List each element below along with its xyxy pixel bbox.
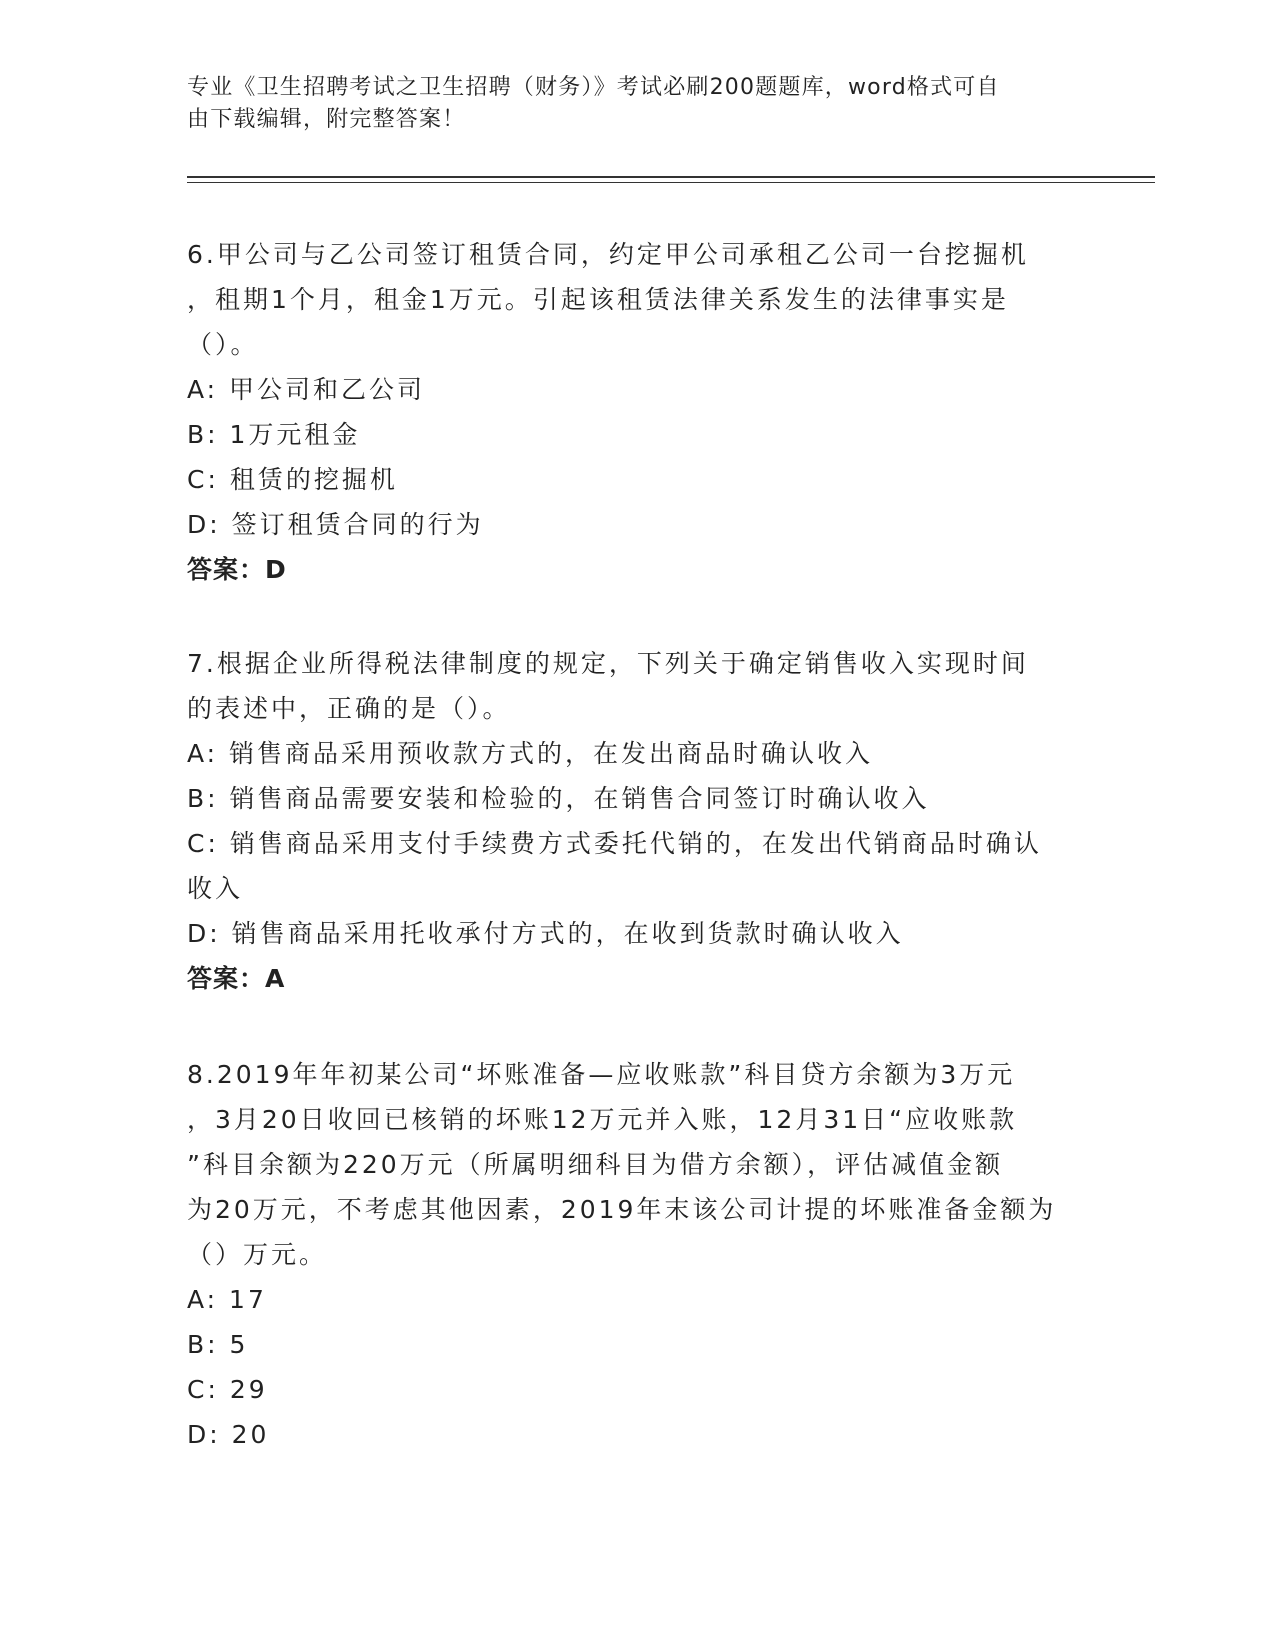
- header-divider-thick: [187, 176, 1155, 178]
- document-header: [187, 72, 1067, 136]
- option-c-continued: 收入: [187, 874, 244, 903]
- option-d: D: 20: [187, 1420, 270, 1449]
- question-stem-line: 6.甲公司与乙公司签订租赁合同，约定甲公司承租乙公司一台挖掘机: [187, 240, 1029, 269]
- question-stem-line: 的表述中，正确的是（）。: [187, 694, 511, 723]
- option-b: B: 销售商品需要安装和检验的，在销售合同签订时确认收入: [187, 784, 930, 813]
- header-line-1: 专业《卫生招聘考试之卫生招聘（财务）》考试必刷200题题库，word格式可自: [187, 75, 1000, 100]
- answer-label: 答案：D: [187, 555, 287, 584]
- header-line-2: 由下载编辑，附完整答案！: [187, 107, 466, 132]
- question-stem-line: （）万元。: [187, 1240, 328, 1269]
- question-stem-line: 为20万元，不考虑其他因素，2019年末该公司计提的坏账准备金额为: [187, 1195, 1057, 1224]
- question-stem-line: 7.根据企业所得税法律制度的规定，下列关于确定销售收入实现时间: [187, 649, 1029, 678]
- answer-label: 答案：A: [187, 964, 286, 993]
- question-stem-line: ，3月20日收回已核销的坏账12万元并入账，12月31日“应收账款: [187, 1105, 1018, 1134]
- option-a: A: 销售商品采用预收款方式的，在发出商品时确认收入: [187, 739, 874, 768]
- option-a: A: 17: [187, 1285, 267, 1314]
- question-stem-line: ，租期1个月，租金1万元。引起该租赁法律关系发生的法律事实是: [187, 285, 1009, 314]
- option-b: B: 5: [187, 1330, 249, 1359]
- question-6: [187, 232, 1087, 593]
- option-a: A: 甲公司和乙公司: [187, 375, 426, 404]
- question-7: [187, 641, 1087, 1002]
- option-b: B: 1万元租金: [187, 420, 361, 449]
- question-stem-line: ”科目余额为220万元（所属明细科目为借方余额），评估减值金额: [187, 1150, 1004, 1179]
- question-stem-line: （）。: [187, 330, 259, 359]
- question-stem-line: 8.2019年年初某公司“坏账准备—应收账款”科目贷方余额为3万元: [187, 1060, 1016, 1089]
- option-d: D: 签订租赁合同的行为: [187, 510, 484, 539]
- option-c: C: 销售商品采用支付手续费方式委托代销的，在发出代销商品时确认: [187, 829, 1042, 858]
- option-d: D: 销售商品采用托收承付方式的，在收到货款时确认收入: [187, 919, 904, 948]
- header-divider-thin: [187, 182, 1155, 183]
- question-8: [187, 1052, 1087, 1457]
- option-c: C: 租赁的挖掘机: [187, 465, 398, 494]
- option-c: C: 29: [187, 1375, 268, 1404]
